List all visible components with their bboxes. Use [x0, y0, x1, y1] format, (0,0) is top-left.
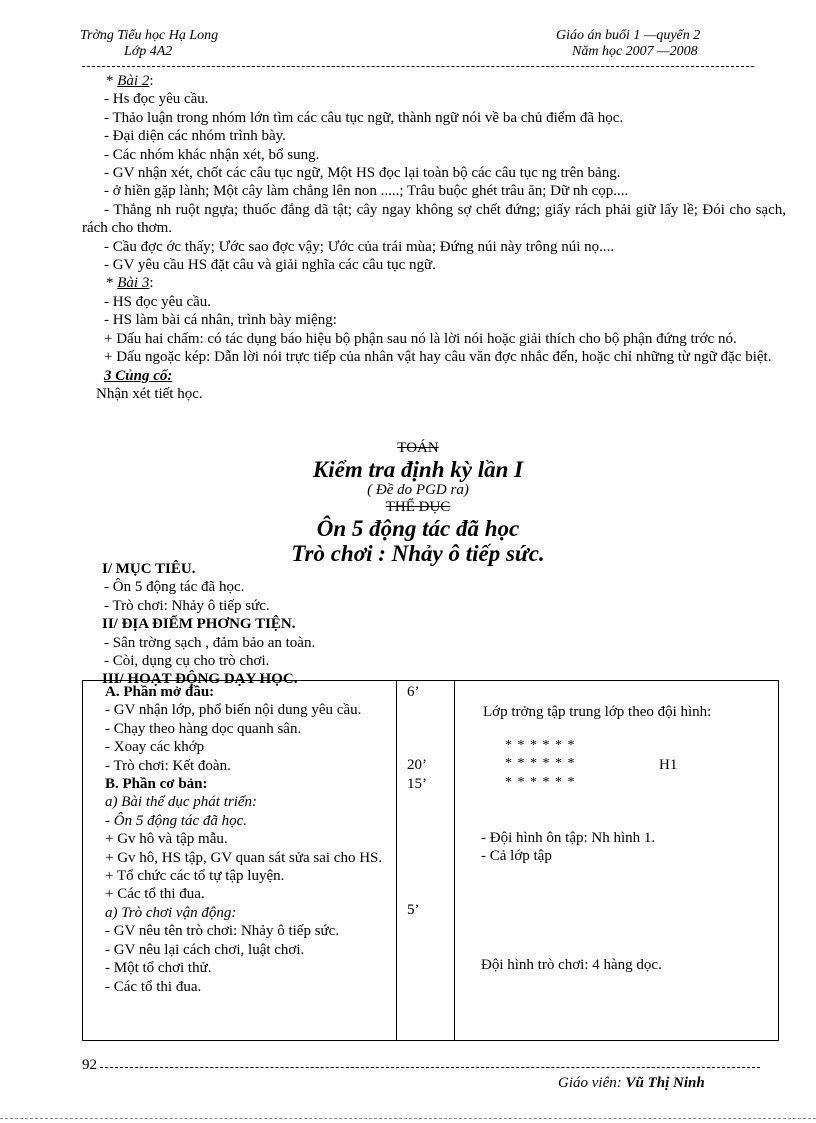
- table-row: - GV nhận lớp, phổ biến nội dung yêu cầu.: [105, 702, 362, 719]
- time-value: 6’: [407, 684, 420, 700]
- header-divider: [82, 66, 754, 67]
- bai3-label: Bài 3: [117, 275, 150, 292]
- table-row: - Một tổ chơi thử.: [105, 960, 212, 977]
- practice-formation: - Đội hình ôn tập: Nh hình 1.: [481, 830, 656, 846]
- toan-note: ( Đề do PGD ra): [367, 482, 469, 498]
- hoat-dong-heading: III/ HOẠT ĐỘNG DẠY HỌC.: [102, 671, 298, 688]
- table-row: - GV nêu lại cách chơi, luật chơi.: [105, 941, 305, 958]
- bai2-line: - Các nhóm khác nhận xét, bổ sung.: [104, 146, 320, 163]
- teacher-label: Giáo viên:: [558, 1075, 626, 1091]
- bai2-label: Bài 2: [117, 73, 150, 89]
- bai2-line: - GV yêu cầu HS đặt câu và giải nghĩa các câu tục ngữ.: [104, 257, 436, 274]
- bai2-line: - GV nhận xét, chốt các câu tục ngữ, Một HS đọc lại toàn bộ các câu tục ng trên bảng.: [104, 165, 621, 182]
- table-row: - Chạy theo hàng dọc quanh sân.: [105, 720, 302, 737]
- table-row: + Gv hô và tập mẫu.: [105, 831, 228, 848]
- table-row: a) Bài thể dục phát triển:: [105, 794, 258, 811]
- formation-stars-row: * * * * * *: [505, 775, 576, 790]
- bai3-colon: :: [149, 275, 154, 292]
- table-divider-1: [396, 681, 397, 1040]
- bai2-line: - Đại diện các nhóm trình bày.: [104, 128, 286, 145]
- header-right: [556, 28, 700, 60]
- dia-diem-line: - Sân trờng sạch , đảm bảo an toàn.: [104, 634, 316, 651]
- school-year: Năm học 2007 —2008: [572, 44, 698, 59]
- page-number: 92: [82, 1057, 97, 1073]
- table-row: + Gv hô, HS tập, GV quan sát sửa sai cho HS.: [105, 849, 383, 866]
- table-row: - Trò chơi: Kết đoàn.: [105, 757, 231, 774]
- formation-stars-row: * * * * * *: [505, 756, 576, 771]
- the-duc-block: [82, 499, 754, 566]
- bai2-line: - Thảo luận trong nhóm lớn tìm các câu tục ngữ, thành ngữ nói về ba chủ điểm đã học.: [104, 109, 624, 126]
- table-row: + Tổ chức các tổ tự tập luyện.: [105, 868, 285, 885]
- toan-title: Kiểm tra định kỳ lần I: [312, 457, 524, 482]
- objectives-section: [82, 560, 782, 689]
- table-row: A. Phần mở đầu:: [105, 684, 215, 700]
- table-divider-2: [454, 681, 455, 1040]
- bai2-heading: [82, 72, 786, 90]
- teacher-name: Vũ Thị Ninh: [625, 1075, 705, 1091]
- footer-divider: [100, 1067, 760, 1068]
- activity-table: [82, 680, 779, 1041]
- the-duc-title-1: Ôn 5 động tác đã học: [316, 516, 520, 541]
- cung-co-heading: 3 Củng cố:: [104, 367, 173, 384]
- bai3-line: - HS làm bài cá nhân, trình bày miệng:: [104, 312, 337, 329]
- table-row: B. Phần cơ bản:: [105, 776, 208, 793]
- header-left: [80, 28, 218, 60]
- time-value: 20’: [407, 757, 427, 773]
- muc-tieu-line: - Ôn 5 động tác đã học.: [104, 579, 245, 596]
- bai2-line: - Thẳng nh ruột ngựa; thuốc đắng dã tật; cây ngay không sợ chết đứng; giấy rách phải giữ lấy lề; Đói cho sạch, rách cho thơm.: [82, 201, 786, 237]
- toan-subject: TOÁN: [397, 440, 439, 456]
- dia-diem-line: - Còi, dụng cụ cho trò chơi.: [104, 653, 270, 670]
- table-row: + Các tổ thi đua.: [105, 886, 205, 903]
- bai3-marker: *: [106, 275, 118, 292]
- class-name: Lớp 4A2: [124, 44, 173, 59]
- the-duc-subject: THỂ DỤC: [385, 499, 451, 515]
- bai3-line: + Dấu ngoặc kép: Dẫn lời nói trực tiếp của nhân vật hay câu văn đợc nhắc đến, hoặc chỉ những từ ngữ đặc biệt.: [104, 349, 772, 366]
- time-value: 15’: [407, 776, 427, 792]
- plan-name: Giáo án buổi 1 —quyển 2: [556, 28, 701, 43]
- lesson-body: [82, 72, 786, 403]
- table-row: - GV nêu tên trò chơi: Nhảy ô tiếp sức.: [105, 923, 340, 940]
- toan-block: [82, 440, 754, 499]
- page-bottom-divider: [0, 1118, 816, 1119]
- table-row: a) Trò chơi vận động:: [105, 904, 237, 921]
- muc-tieu-heading: I/ MỤC TIÊU.: [102, 561, 196, 577]
- bai2-marker: *: [106, 73, 118, 89]
- bai2-line: - Hs đọc yêu cầu.: [104, 91, 209, 108]
- formation-stars-row: * * * * * *: [505, 738, 576, 753]
- bai3-heading: [82, 274, 786, 292]
- time-value: 5’: [407, 902, 420, 918]
- dia-diem-heading: II/ ĐỊA ĐIỂM PHƠNG TIỆN.: [102, 616, 296, 633]
- game-formation: Đội hình trò chơi: 4 hàng dọc.: [481, 957, 662, 973]
- table-row: - Ôn 5 động tác đã học.: [105, 812, 248, 829]
- bai2-colon: :: [149, 73, 154, 89]
- formation-text: Lớp trởng tập trung lớp theo đội hình:: [483, 704, 712, 720]
- bai2-line: - ở hiền gặp lành; Một cây làm chẳng lên non .....; Trâu buộc ghét trâu ăn; Dữ nh cọp....: [104, 183, 629, 200]
- bai3-line: + Dấu hai chấm: có tác dụng báo hiệu bộ phận sau nó là lời nói hoặc giải thích cho bộ phận đứng trớc nó.: [104, 330, 737, 347]
- table-row: - Xoay các khớp: [105, 739, 205, 756]
- bai2-line: - Cầu đợc ớc thấy; Ước sao đợc vậy; Ước của trái mùa; Đứng núi này trông núi nọ....: [104, 238, 615, 255]
- formation-label: H1: [659, 757, 678, 773]
- table-row: - Các tổ thi đua.: [105, 978, 202, 995]
- muc-tieu-line: - Trò chơi: Nhảy ô tiếp sức.: [104, 597, 270, 614]
- bai3-line: - HS đọc yêu cầu.: [104, 293, 212, 310]
- the-duc-title-2: Trò chơi : Nhảy ô tiếp sức.: [291, 541, 545, 566]
- school-name: Trờng Tiểu học Hạ Long: [80, 28, 219, 43]
- whole-class-text: - Cả lớp tập: [481, 848, 552, 864]
- cung-co-line: Nhận xét tiết học.: [96, 385, 203, 402]
- teacher-signature: [558, 1075, 705, 1092]
- activities-column: [85, 683, 390, 996]
